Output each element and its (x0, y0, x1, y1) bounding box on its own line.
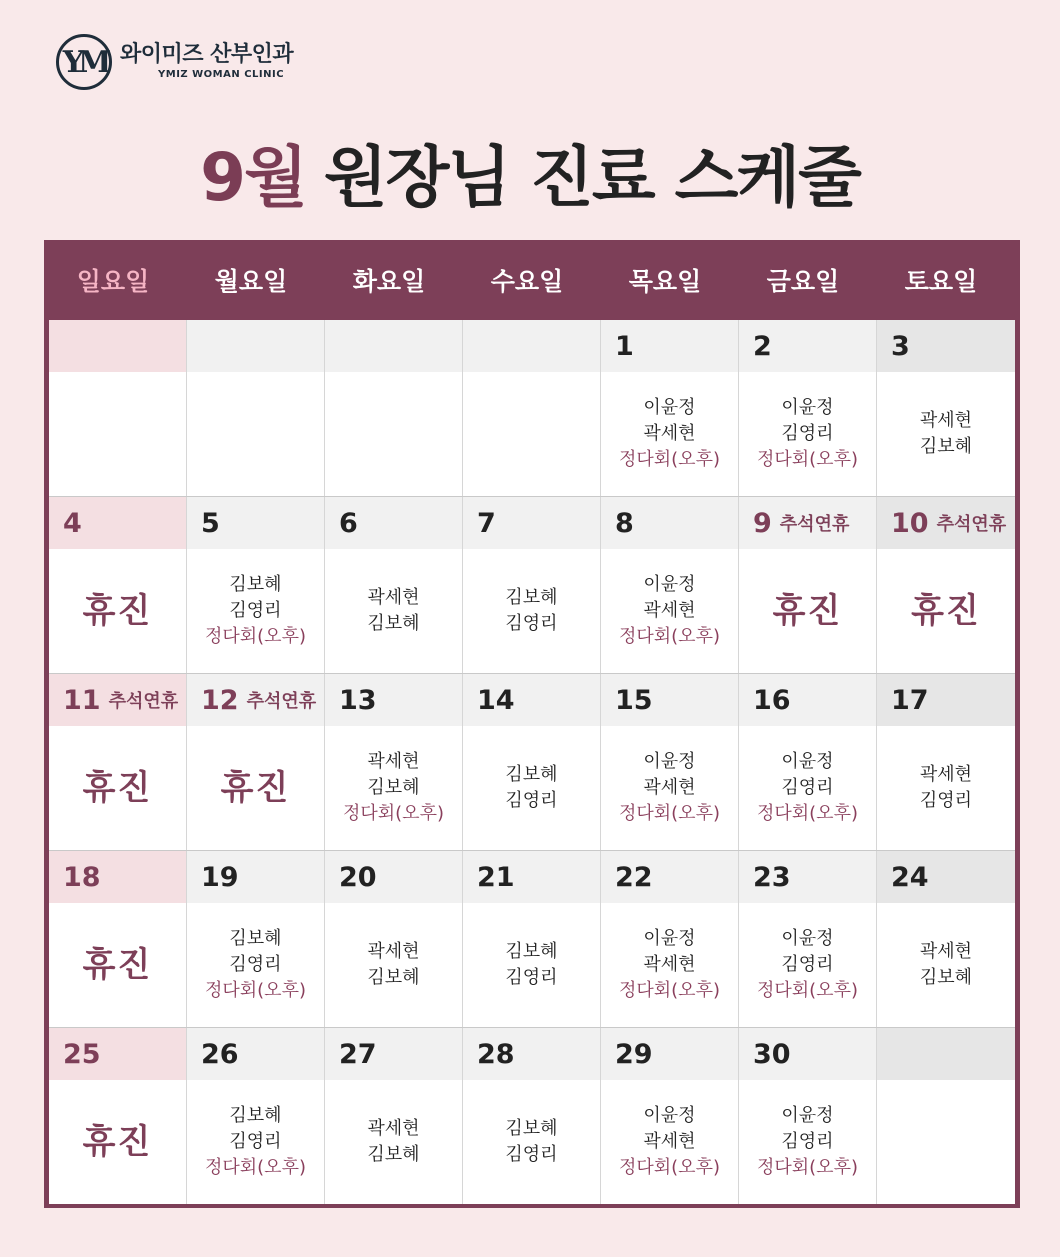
day-number: 9 (753, 507, 772, 539)
doctor-name: 김영리 (781, 954, 834, 975)
day-header (877, 497, 1015, 549)
day-schedule (325, 903, 462, 1027)
day-header (49, 1028, 186, 1080)
day-schedule (187, 726, 324, 850)
day-schedule (601, 549, 738, 673)
day-header (49, 497, 186, 549)
calendar-day-cell (187, 320, 325, 496)
calendar-day-cell (463, 320, 601, 496)
doctor-name: 김보혜 (505, 1118, 558, 1139)
day-number: 30 (753, 1038, 791, 1070)
day-header (463, 320, 600, 372)
day-header (463, 497, 600, 549)
weekday-wed: 수요일 (490, 267, 564, 296)
calendar-day-cell (877, 1028, 1015, 1204)
day-number: 12 (201, 684, 239, 716)
doctor-name: 곽세현 (367, 587, 420, 608)
title-month: 9월 (200, 139, 306, 216)
day-schedule (187, 903, 324, 1027)
day-number: 14 (477, 684, 515, 716)
day-header (325, 320, 462, 372)
calendar-day-cell (49, 851, 187, 1027)
day-number: 21 (477, 861, 515, 893)
calendar-day-cell (463, 851, 601, 1027)
doctor-name: 김영리 (505, 967, 558, 988)
calendar-day-cell (877, 674, 1015, 850)
clinic-name-ko: 와이미즈 산부인과 (120, 42, 294, 67)
calendar-day-cell (325, 497, 463, 673)
doctor-name: 김보혜 (505, 941, 558, 962)
day-schedule (463, 1080, 600, 1204)
day-header (187, 851, 324, 903)
weekday-mon: 월요일 (214, 267, 288, 296)
day-schedule (463, 903, 600, 1027)
doctor-name: 김영리 (781, 423, 834, 444)
doctor-name: 김영리 (505, 1144, 558, 1165)
doctor-name: 김영리 (919, 790, 973, 811)
day-header (187, 320, 324, 372)
schedule-calendar (44, 240, 1020, 1208)
day-header (325, 1028, 462, 1080)
calendar-day-cell (877, 497, 1015, 673)
day-number: 29 (615, 1038, 653, 1070)
doctor-name: 김보혜 (229, 928, 282, 949)
doctor-name: 이윤정 (643, 1105, 696, 1126)
day-number: 3 (891, 330, 910, 362)
calendar-day-cell (325, 674, 463, 850)
day-header (463, 674, 600, 726)
doctor-name: 곽세현 (919, 764, 973, 785)
calendar-day-cell (601, 497, 739, 673)
doctor-name: 김보혜 (505, 587, 558, 608)
afternoon-doctor: 정다회(오후) (619, 803, 720, 824)
calendar-day-cell (187, 1028, 325, 1204)
calendar-day-cell (325, 320, 463, 496)
calendar-day-cell (877, 320, 1015, 496)
doctor-name: 곽세현 (367, 751, 420, 772)
day-header (877, 1028, 1015, 1080)
holiday-tag: 추석연휴 (936, 514, 1007, 535)
day-number: 26 (201, 1038, 239, 1070)
day-number: 27 (339, 1038, 377, 1070)
day-header (187, 1028, 324, 1080)
calendar-day-cell (739, 320, 877, 496)
day-schedule (325, 726, 462, 850)
doctor-name: 이윤정 (781, 751, 834, 772)
calendar-day-cell (601, 851, 739, 1027)
closed-label: 휴진 (911, 591, 981, 631)
day-schedule (877, 726, 1015, 850)
day-number: 10 (891, 507, 929, 539)
title-text: 원장님 진료 스케줄 (323, 139, 860, 216)
calendar-day-cell (601, 674, 739, 850)
day-schedule (49, 372, 186, 496)
day-schedule (739, 1080, 876, 1204)
day-schedule (463, 726, 600, 850)
doctor-name: 이윤정 (643, 751, 696, 772)
afternoon-doctor: 정다회(오후) (619, 1157, 720, 1178)
calendar-day-cell (463, 1028, 601, 1204)
closed-label: 휴진 (82, 945, 153, 985)
doctor-name: 김영리 (505, 790, 558, 811)
day-number: 24 (891, 861, 929, 893)
day-number: 15 (615, 684, 653, 716)
doctor-name: 김보혜 (919, 436, 973, 457)
doctor-name: 곽세현 (643, 954, 696, 975)
day-schedule (601, 726, 738, 850)
day-number: 1 (615, 330, 634, 362)
day-header (187, 674, 324, 726)
calendar-grid (49, 320, 1015, 1204)
day-header (739, 851, 876, 903)
weekday-sat: 토요일 (904, 267, 978, 296)
day-schedule (739, 549, 876, 673)
day-schedule (601, 372, 738, 496)
day-header (187, 497, 324, 549)
holiday-tag: 추석연휴 (246, 691, 317, 712)
calendar-day-cell (325, 1028, 463, 1204)
calendar-day-cell (739, 497, 877, 673)
day-number: 6 (339, 507, 358, 539)
calendar-day-cell (463, 674, 601, 850)
day-schedule (877, 1080, 1015, 1204)
day-schedule (463, 549, 600, 673)
afternoon-doctor: 정다회(오후) (619, 449, 720, 470)
day-schedule (325, 372, 462, 496)
doctor-name: 곽세현 (919, 941, 973, 962)
day-schedule (49, 903, 186, 1027)
day-header (739, 497, 876, 549)
day-schedule (877, 549, 1015, 673)
weekday-tue: 화요일 (352, 267, 426, 296)
doctor-name: 김영리 (229, 600, 282, 621)
weekday-thu: 목요일 (628, 267, 702, 296)
calendar-day-cell (49, 1028, 187, 1204)
doctor-name: 곽세현 (643, 777, 696, 798)
calendar-day-cell (601, 320, 739, 496)
doctor-name: 김영리 (505, 613, 558, 634)
doctor-name: 이윤정 (781, 397, 834, 418)
afternoon-doctor: 정다회(오후) (619, 626, 720, 647)
day-header (877, 320, 1015, 372)
doctor-name: 김보혜 (367, 613, 420, 634)
calendar-day-cell (187, 674, 325, 850)
doctor-name: 곽세현 (643, 423, 696, 444)
day-schedule (49, 1080, 186, 1204)
day-schedule (739, 903, 876, 1027)
afternoon-doctor: 정다회(오후) (205, 626, 306, 647)
calendar-day-cell (877, 851, 1015, 1027)
day-header (601, 674, 738, 726)
day-schedule (187, 1080, 324, 1204)
day-header (325, 497, 462, 549)
closed-label: 휴진 (772, 591, 843, 631)
day-number: 2 (753, 330, 772, 362)
day-schedule (877, 372, 1015, 496)
calendar-day-cell (739, 1028, 877, 1204)
doctor-name: 이윤정 (643, 928, 696, 949)
doctor-name: 김보혜 (367, 967, 420, 988)
day-number: 25 (63, 1038, 101, 1070)
doctor-name: 곽세현 (919, 410, 973, 431)
day-schedule (601, 1080, 738, 1204)
calendar-day-cell (739, 851, 877, 1027)
doctor-name: 김보혜 (367, 1144, 420, 1165)
afternoon-doctor: 정다회(오후) (619, 980, 720, 1001)
day-header (601, 497, 738, 549)
day-number: 28 (477, 1038, 515, 1070)
day-header (877, 851, 1015, 903)
calendar-day-cell (325, 851, 463, 1027)
calendar-day-cell (49, 320, 187, 496)
day-schedule (187, 372, 324, 496)
afternoon-doctor: 정다회(오후) (205, 1157, 306, 1178)
day-header (739, 674, 876, 726)
day-number: 19 (201, 861, 239, 893)
afternoon-doctor: 정다회(오후) (757, 449, 858, 470)
afternoon-doctor: 정다회(오후) (205, 980, 306, 1001)
afternoon-doctor: 정다회(오후) (757, 1157, 858, 1178)
day-schedule (739, 726, 876, 850)
doctor-name: 김보혜 (505, 764, 558, 785)
day-number: 23 (753, 861, 791, 893)
day-number: 20 (339, 861, 377, 893)
day-schedule (877, 903, 1015, 1027)
clinic-logo (56, 34, 293, 90)
day-header (325, 674, 462, 726)
day-header (601, 851, 738, 903)
day-schedule (325, 1080, 462, 1204)
doctor-name: 김보혜 (229, 574, 282, 595)
doctor-name: 곽세현 (643, 1131, 696, 1152)
day-schedule (187, 549, 324, 673)
day-header (49, 674, 186, 726)
afternoon-doctor: 정다회(오후) (757, 803, 858, 824)
doctor-name: 김영리 (781, 1131, 834, 1152)
day-number: 11 (63, 684, 101, 716)
calendar-day-cell (601, 1028, 739, 1204)
calendar-day-cell (463, 497, 601, 673)
day-header (739, 320, 876, 372)
calendar-day-cell (49, 497, 187, 673)
closed-label: 휴진 (82, 1122, 153, 1162)
doctor-name: 김보혜 (919, 967, 973, 988)
doctor-name: 김영리 (781, 777, 834, 798)
day-number: 22 (615, 861, 653, 893)
day-header (49, 320, 186, 372)
calendar-day-cell (187, 497, 325, 673)
afternoon-doctor: 정다회(오후) (757, 980, 858, 1001)
doctor-name: 김영리 (229, 1131, 282, 1152)
doctor-name: 이윤정 (781, 1105, 834, 1126)
weekday-sun: 일요일 (76, 267, 150, 296)
closed-label: 휴진 (82, 768, 153, 808)
day-number: 18 (63, 861, 101, 893)
day-number: 5 (201, 507, 220, 539)
day-header (739, 1028, 876, 1080)
closed-label: 휴진 (82, 591, 153, 631)
doctor-name: 이윤정 (781, 928, 834, 949)
day-number: 4 (63, 507, 82, 539)
weekday-fri: 금요일 (766, 267, 840, 296)
day-header (325, 851, 462, 903)
day-header (463, 851, 600, 903)
day-header (463, 1028, 600, 1080)
doctor-name: 이윤정 (643, 397, 696, 418)
logo-text (120, 44, 293, 80)
doctor-name: 김보혜 (367, 777, 420, 798)
doctor-name: 김보혜 (229, 1105, 282, 1126)
doctor-name: 김영리 (229, 954, 282, 975)
closed-label: 휴진 (220, 768, 291, 808)
day-number: 7 (477, 507, 496, 539)
clinic-name-en: YMIZ WOMAN CLINIC (158, 69, 285, 80)
day-schedule (739, 372, 876, 496)
calendar-day-cell (739, 674, 877, 850)
calendar-day-cell (187, 851, 325, 1027)
holiday-tag: 추석연휴 (108, 691, 179, 712)
doctor-name: 곽세현 (367, 941, 420, 962)
day-schedule (49, 549, 186, 673)
day-header (601, 1028, 738, 1080)
day-schedule (463, 372, 600, 496)
day-number: 8 (615, 507, 634, 539)
day-schedule (601, 903, 738, 1027)
doctor-name: 곽세현 (643, 600, 696, 621)
page-title (0, 124, 1060, 219)
day-number: 17 (891, 684, 929, 716)
day-number: 13 (339, 684, 377, 716)
day-header (49, 851, 186, 903)
day-number: 16 (753, 684, 791, 716)
day-header (601, 320, 738, 372)
weekday-header (44, 240, 1020, 320)
calendar-day-cell (49, 674, 187, 850)
doctor-name: 곽세현 (367, 1118, 420, 1139)
logo-mark-icon: YM (56, 34, 112, 90)
day-header (877, 674, 1015, 726)
doctor-name: 이윤정 (643, 574, 696, 595)
day-schedule (325, 549, 462, 673)
afternoon-doctor: 정다회(오후) (343, 803, 444, 824)
holiday-tag: 추석연휴 (779, 514, 850, 535)
day-schedule (49, 726, 186, 850)
